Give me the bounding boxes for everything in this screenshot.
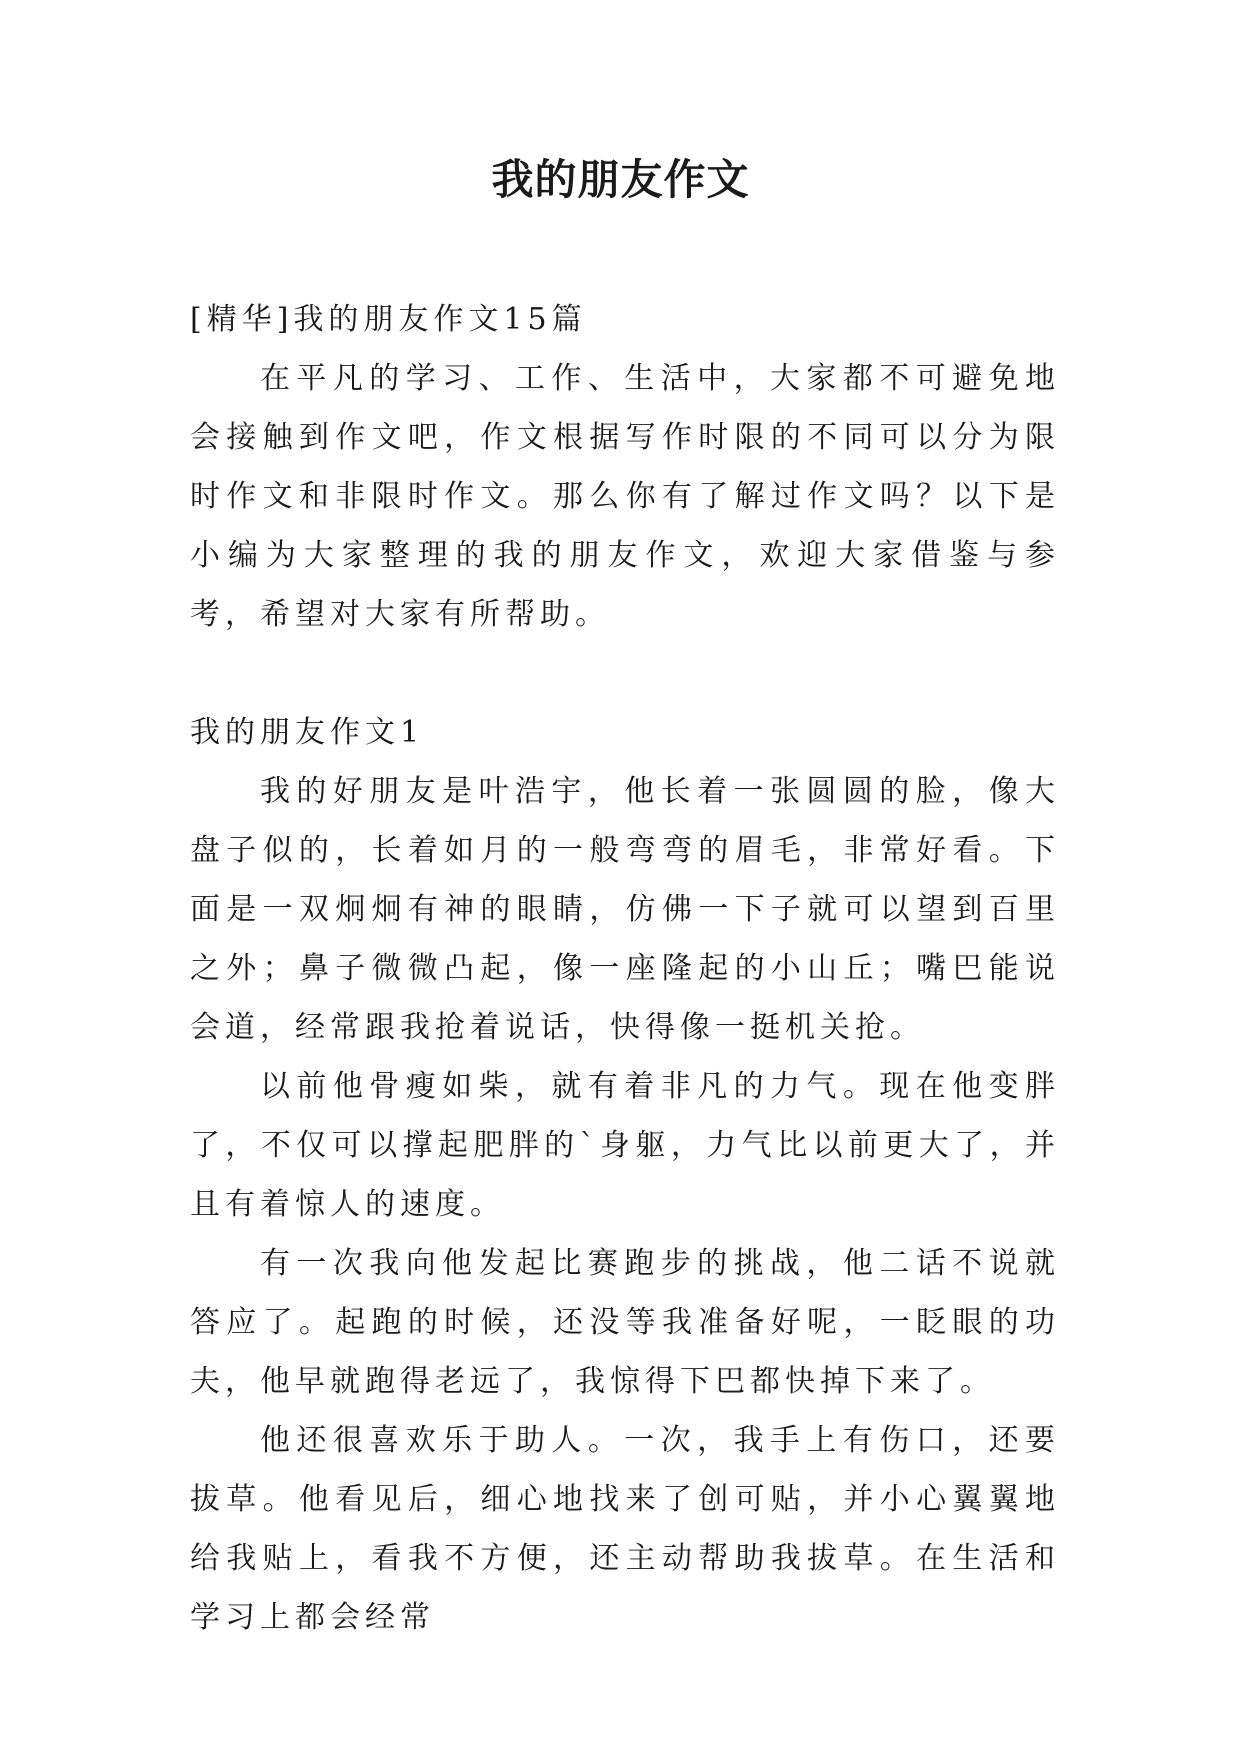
body-paragraph: 我的好朋友是叶浩宇，他长着一张圆圆的脸，像大盘子似的，长着如月的一般弯弯的眉毛，非常好看。下面是一双炯炯有神的眼睛，仿佛一下子就可以望到百里之外；鼻子微微凸起，像一座隆起的小山丘；嘴巴能说会道，经常跟我抢着说话，快得像一挺机关抢。 xyxy=(190,774,1060,1045)
body-paragraph: 以前他骨瘦如柴，就有着非凡的力气。现在他变胖了，不仅可以撑起肥胖的`身躯，力气比以前更大了，并且有着惊人的速度。 xyxy=(190,1069,1060,1222)
paragraph-spacer xyxy=(190,644,1060,703)
body-paragraph: 有一次我向他发起比赛跑步的挑战，他二话不说就答应了。起跑的时候，还没等我准备好呢，一眨眼的功夫，他早就跑得老远了，我惊得下巴都快掉下来了。 xyxy=(190,1246,1060,1399)
body-paragraph: 他还很喜欢乐于助人。一次，我手上有伤口，还要拔草。他看见后，细心地找来了创可贴，并小心翼翼地给我贴上，看我不方便，还主动帮助我拔草。在生活和学习上都会经常 xyxy=(190,1423,1060,1635)
section-heading: 我的朋友作文1 xyxy=(190,715,425,750)
intro-paragraph: 在平凡的学习、工作、生活中，大家都不可避免地会接触到作文吧，作文根据写作时限的不同可以分为限时作文和非限时作文。那么你有了解过作文吗？以下是小编为大家整理的我的朋友作文，欢迎大家借鉴与参考，希望对大家有所帮助。 xyxy=(190,361,1060,632)
document-title: 我的朋友作文 xyxy=(491,155,750,204)
document-body xyxy=(190,290,1060,1647)
intro-heading: [精华]我的朋友作文15篇 xyxy=(190,302,587,337)
